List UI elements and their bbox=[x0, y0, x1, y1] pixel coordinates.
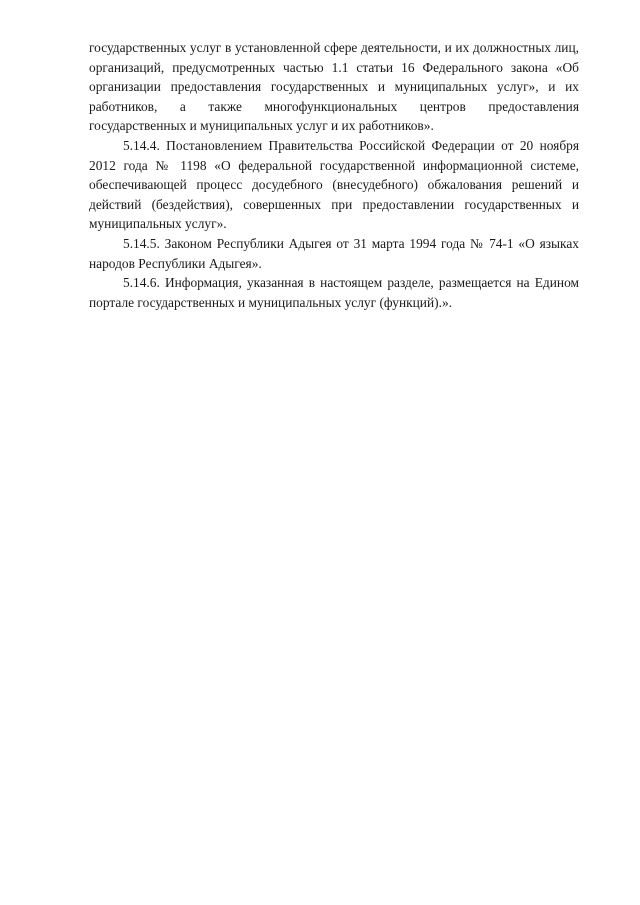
paragraph-5-14-4: 5.14.4. Постановлением Правительства Российской Федерации от 20 ноября 2012 года № 1198 «О федеральной государственной информационной системе, обеспечивающей процесс досудебного (внесудебного) обжалования решений и действий (бездействия), совершенных при предоставлении государственных и муниципальных услуг». bbox=[89, 137, 579, 232]
paragraph-5-14-5: 5.14.5. Законом Республики Адыгея от 31 марта 1994 года № 74-1 «О языках народов Республики Адыгея». bbox=[89, 235, 579, 271]
document-body bbox=[89, 38, 579, 312]
paragraph-continuation: государственных услуг в установленной сфере деятельности, и их должностных лиц, организаций, предусмотренных частью 1.1 статьи 16 Федерального закона «Об организации предоставления государственных и муниципальных услуг», и их работников, а также многофункциональных центров предоставления государственных и муниципальных услуг и их работников». bbox=[89, 40, 579, 134]
paragraph-5-14-6: 5.14.6. Информация, указанная в настоящем разделе, размещается на Едином портале государственных и муниципальных услуг (функций).». bbox=[89, 275, 579, 310]
